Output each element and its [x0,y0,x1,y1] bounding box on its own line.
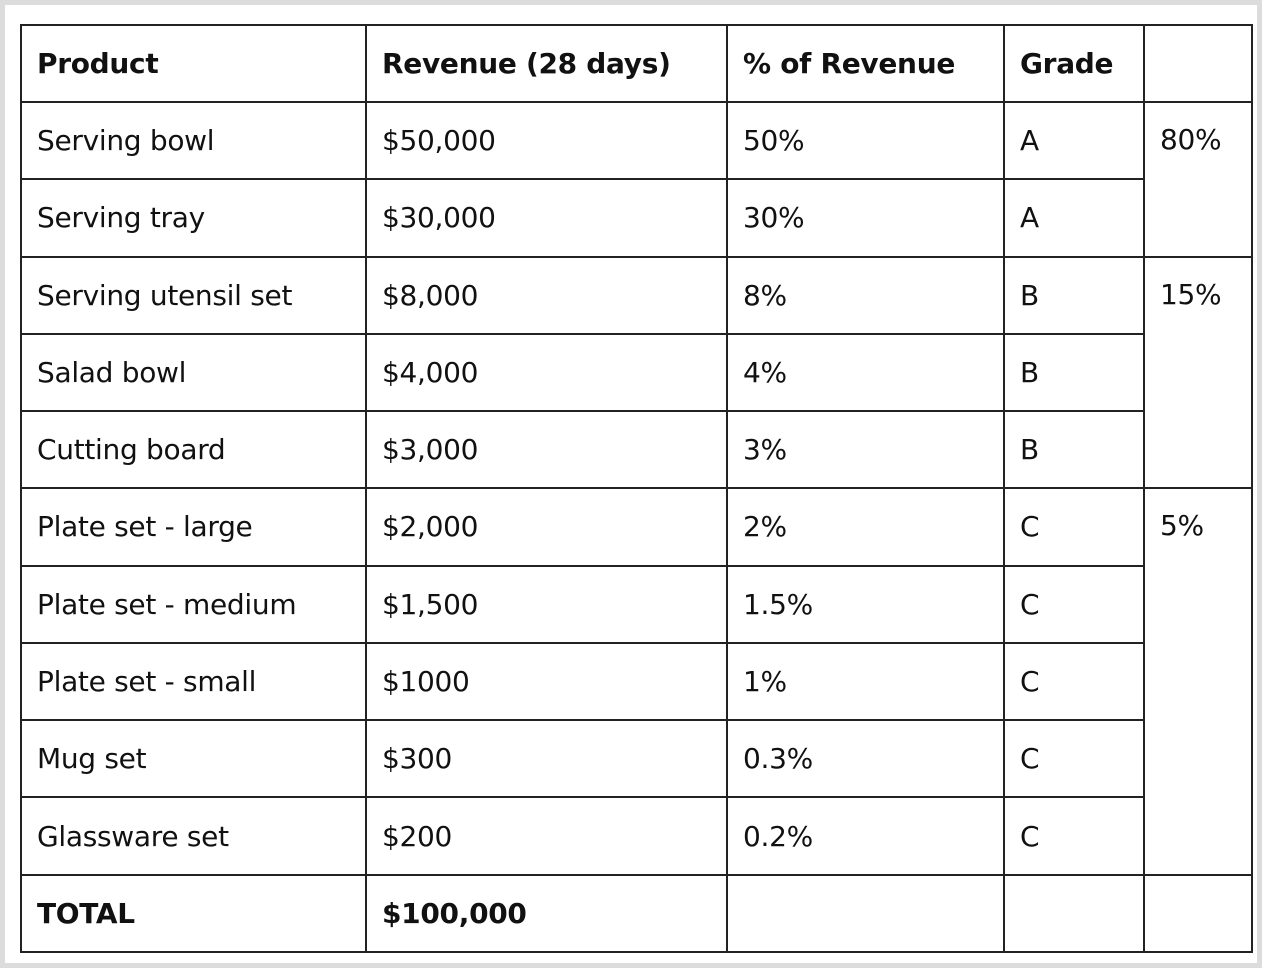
revenue-cell: $4,000 [366,334,727,411]
grade-cell: B [1004,257,1144,334]
revenue-cell: $50,000 [366,102,727,179]
revenue-cell: $8,000 [366,257,727,334]
table-row [21,643,1252,720]
abc-analysis-table [20,24,1253,953]
header-percent-of-revenue: % of Revenue [727,25,1004,102]
percent-cell: 2% [727,488,1004,565]
percent-cell: 4% [727,334,1004,411]
grade-cell: A [1004,102,1144,179]
group-b-share-cell: 15% [1144,257,1252,489]
table-row [21,797,1252,874]
table-row [21,334,1252,411]
total-group-cell [1144,875,1252,952]
product-cell: Plate set - large [21,488,366,565]
percent-cell: 1.5% [727,566,1004,643]
table-row [21,566,1252,643]
percent-cell: 0.2% [727,797,1004,874]
total-revenue-cell: $100,000 [366,875,727,952]
percent-cell: 3% [727,411,1004,488]
revenue-cell: $3,000 [366,411,727,488]
product-cell: Mug set [21,720,366,797]
percent-cell: 0.3% [727,720,1004,797]
total-label-cell: TOTAL [21,875,366,952]
table-row [21,102,1252,179]
product-cell: Plate set - small [21,643,366,720]
revenue-cell: $300 [366,720,727,797]
product-cell: Serving utensil set [21,257,366,334]
header-product: Product [21,25,366,102]
revenue-cell: $1000 [366,643,727,720]
total-row [21,875,1252,952]
revenue-cell: $200 [366,797,727,874]
product-cell: Cutting board [21,411,366,488]
product-cell: Salad bowl [21,334,366,411]
grade-cell: B [1004,334,1144,411]
revenue-cell: $30,000 [366,179,727,256]
product-cell: Serving tray [21,179,366,256]
table-row [21,411,1252,488]
product-cell: Glassware set [21,797,366,874]
grade-cell: A [1004,179,1144,256]
header-revenue: Revenue (28 days) [366,25,727,102]
grade-cell: C [1004,566,1144,643]
table-row [21,257,1252,334]
percent-cell: 1% [727,643,1004,720]
total-percent-cell [727,875,1004,952]
group-a-share-cell: 80% [1144,102,1252,257]
grade-cell: B [1004,411,1144,488]
total-grade-cell [1004,875,1144,952]
table-row [21,720,1252,797]
table-row [21,179,1252,256]
grade-cell: C [1004,720,1144,797]
product-cell: Plate set - medium [21,566,366,643]
grade-cell: C [1004,797,1144,874]
product-cell: Serving bowl [21,102,366,179]
header-group-share [1144,25,1252,102]
revenue-cell: $2,000 [366,488,727,565]
revenue-cell: $1,500 [366,566,727,643]
grade-cell: C [1004,643,1144,720]
header-grade: Grade [1004,25,1144,102]
percent-cell: 30% [727,179,1004,256]
table-row [21,488,1252,565]
percent-cell: 8% [727,257,1004,334]
percent-cell: 50% [727,102,1004,179]
header-row [21,25,1252,102]
grade-cell: C [1004,488,1144,565]
group-c-share-cell: 5% [1144,488,1252,874]
